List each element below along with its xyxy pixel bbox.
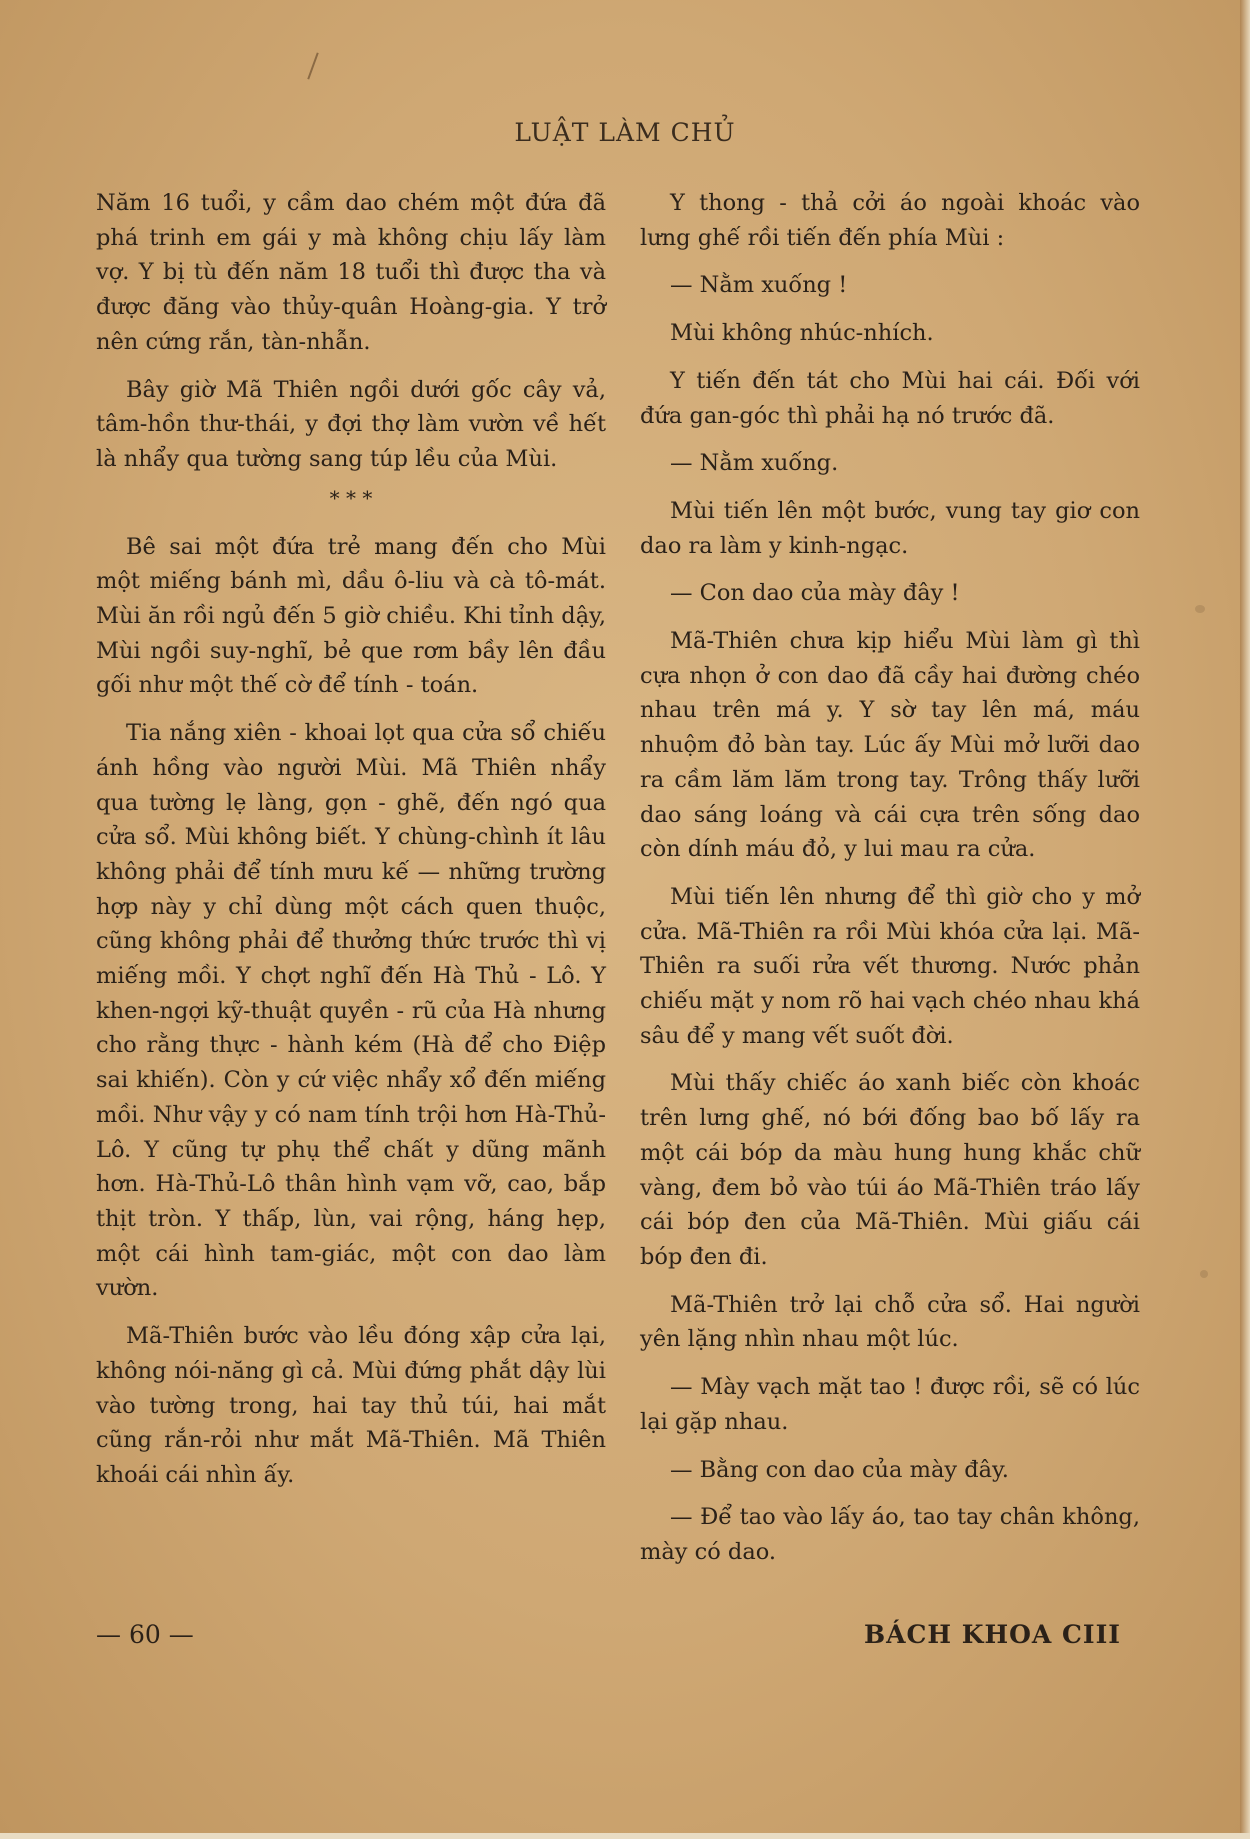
dialogue-line: — Nằm xuống ! <box>670 272 848 299</box>
paragraph: Mùi không nhúc-nhích. <box>670 320 934 347</box>
dialogue-line: — Để tao vào lấy áo, tao tay chân không, mày có dao. <box>640 1504 1140 1565</box>
page-edge <box>1240 0 1250 1839</box>
paragraph: Mùi thấy chiếc áo xanh biếc còn khoác trên lưng ghế, nó bới đống bao bố lấy ra một cái bóp da màu hung hung khắc chữ vàng, đem bỏ vào túi áo Mã-Thiên tráo lấy cái bóp đen của Mã-Thiên. Mùi giấu cái bóp đen đi. <box>640 1070 1140 1270</box>
dialogue-line: — Con dao của mày đây ! <box>670 580 960 607</box>
running-head: LUẬT LÀM CHỦ <box>514 118 736 147</box>
paragraph: Y thong - thả cởi áo ngoài khoác vào lưng ghế rồi tiến đến phía Mùi : <box>640 190 1140 251</box>
paragraph: Mùi tiến lên nhưng để thì giờ cho y mở cửa. Mã-Thiên ra rồi Mùi khóa cửa lại. Mã-Thiên ra suối rửa vết thương. Nước phản chiếu mặt y nom rõ hai vạch chéo nhau khá sâu để y mang vết suốt đời. <box>640 883 1140 1049</box>
section-break: * * * <box>329 485 373 510</box>
journal-name: BÁCH KHOA CIII <box>864 1620 1121 1649</box>
paragraph: Mã-Thiên bước vào lều đóng xập cửa lại, không nói-năng gì cả. Mùi đứng phắt dậy lùi vào tường trong, hai tay thủ túi, hai mắt cũng rắn-rỏi như mắt Mã-Thiên. Mã Thiên khoái cái nhìn ấy. <box>96 1323 606 1488</box>
paragraph: Tia nắng xiên - khoai lọt qua cửa sổ chiếu ánh hồng vào người Mùi. Mã Thiên nhẩy qua tường lẹ làng, gọn - ghẽ, đến ngó qua cửa sổ. Mùi không biết. Y chùng-chình ít lâu không phải để tính mưu kế — những trường hợp này y chỉ dùng một cách quen thuộc, cũng không phải để thưởng thức trước thì vị miếng mồi. Y chợt nghĩ đến Hà Thủ - Lô. Y khen-ngợi kỹ-thuật quyền - rũ của Hà nhưng cho rằng thực - hành kém (Hà để cho Điệp sai khiến). Còn y cứ việc nhẩy xổ đến miếng mồi. Như vậy y có nam tính trội hơn Hà-Thủ-Lô. Y cũng tự phụ thể chất y dũng mãnh hơn. Hà-Thủ-Lô thân hình vạm vỡ, cao, bắp thịt tròn. Y thấp, lùn, vai rộng, háng hẹp, một cái hình tam-giác, một con dao làm vườn. <box>96 720 606 1302</box>
dialogue-line: — Nằm xuống. <box>670 450 839 477</box>
paper-stain <box>1195 605 1205 613</box>
pen-mark <box>307 53 318 80</box>
paragraph: Mùi tiến lên một bước, vung tay giơ con dao ra làm y kinh-ngạc. <box>640 497 1140 559</box>
paragraph: Mã-Thiên trở lại chỗ cửa sổ. Hai người yên lặng nhìn nhau một lúc. <box>640 1291 1140 1353</box>
paragraph: Bê sai một đứa trẻ mang đến cho Mùi một miếng bánh mì, dầu ô-liu và cà tô-mát. Mùi ăn rồi ngủ đến 5 giờ chiều. Khi tỉnh dậy, Mùi ngồi suy-nghĩ, bẻ que rơm bầy lên đầu gối như một thế cờ để tính - toán. <box>96 533 606 699</box>
dialogue-line: — Mày vạch mặt tao ! được rồi, sẽ có lúc lại gặp nhau. <box>640 1374 1140 1435</box>
paragraph: Năm 16 tuổi, y cầm dao chém một đứa đã phá trinh em gái y mà không chịu lấy làm vợ. Y bị tù đến năm 18 tuổi thì được tha và được đăng vào thủy-quân Hoàng-gia. Y trở nên cứng rắn, tàn-nhẫn. <box>96 190 606 355</box>
page-edge <box>0 1833 1250 1839</box>
paragraph: Y tiến đến tát cho Mùi hai cái. Đối với đứa gan-góc thì phải hạ nó trước đã. <box>640 367 1140 429</box>
left-column <box>96 186 606 1506</box>
dialogue-line: — Bằng con dao của mày đây. <box>670 1456 1009 1483</box>
page-number: — 60 — <box>96 1620 194 1649</box>
right-column <box>640 186 1140 1583</box>
paragraph: Bây giờ Mã Thiên ngồi dưới gốc cây vả, tâm-hồn thư-thái, y đợi thợ làm vườn về hết là nhẩy qua tường sang túp lều của Mùi. <box>96 376 606 472</box>
paragraph: Mã-Thiên chưa kịp hiểu Mùi làm gì thì cựa nhọn ở con dao đã cầy hai đường chéo nhau trên má y. Y sờ tay lên má, máu nhuộm đỏ bàn tay. Lúc ấy Mùi mở lưỡi dao ra cầm lăm lăm trong tay. Trông thấy lưỡi dao sáng loáng và cái cựa trên sống dao còn dính máu đỏ, y lui mau ra cửa. <box>640 628 1140 863</box>
paper-stain <box>1200 1270 1208 1278</box>
